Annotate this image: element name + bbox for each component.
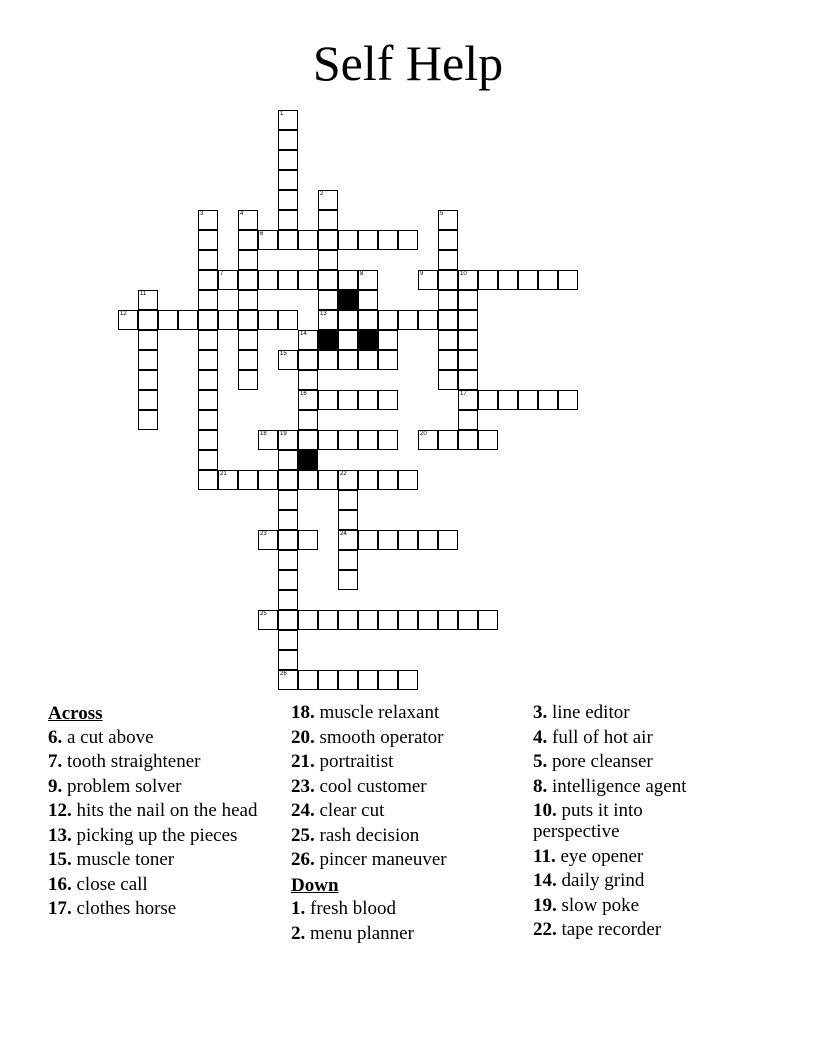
grid-cell[interactable] [318,210,338,230]
grid-cell[interactable] [398,610,418,630]
clue-item [48,727,278,748]
clue-number-label: 12. [48,800,72,821]
clue-number: 4 [240,211,244,217]
clue-number: 15 [280,351,287,357]
clue-number: 18 [260,431,267,437]
grid-cell[interactable] [278,270,298,290]
grid-cell[interactable] [138,370,158,390]
grid-cell[interactable] [338,530,358,550]
grid-cell[interactable] [258,530,278,550]
grid-cell[interactable] [518,270,538,290]
clue-item [48,800,278,821]
grid-cell[interactable] [458,430,478,450]
clue-number: 26 [280,671,287,677]
clue-number: 16 [300,391,307,397]
clue-number: 23 [260,531,267,537]
grid-cell[interactable] [198,470,218,490]
grid-cell[interactable] [398,670,418,690]
clue-item [48,751,278,772]
grid-cell[interactable] [558,270,578,290]
clue-item [291,727,521,748]
clue-text: picking up the pieces [71,824,238,846]
grid-cell[interactable] [538,270,558,290]
clue-item [533,919,733,940]
grid-cell[interactable] [358,310,378,330]
grid-cell[interactable] [238,250,258,270]
clue-item [48,776,278,797]
grid-cell[interactable] [318,290,338,310]
grid-cell[interactable] [238,330,258,350]
grid-cell[interactable] [418,430,438,450]
grid-cell[interactable] [418,310,438,330]
clue-item [291,825,521,846]
grid-cell[interactable] [278,150,298,170]
clue-number: 11 [140,291,147,297]
grid-cell[interactable] [278,510,298,530]
clue-text: hits the nail on the head [71,800,258,821]
clue-text: pore cleanser [547,751,653,772]
clue-number-label: 3. [533,702,548,723]
clue-item [533,870,733,891]
grid-cell[interactable] [338,570,358,590]
clue-text: tape recorder [556,919,662,940]
clue-text: problem solver [62,775,182,797]
clue-item [533,800,733,842]
grid-cell[interactable] [338,470,358,490]
grid-cell[interactable] [278,190,298,210]
clue-number: 20 [420,431,427,437]
grid-cell[interactable] [258,430,278,450]
clue-item [291,800,521,821]
grid-cell[interactable] [498,270,518,290]
grid-cell[interactable] [478,430,498,450]
grid-cell[interactable] [278,350,298,370]
grid-cell[interactable] [378,230,398,250]
clue-number: 6 [260,231,264,237]
grid-cell[interactable] [338,670,358,690]
grid-cell[interactable] [458,370,478,390]
grid-cell[interactable] [318,190,338,210]
grid-cell[interactable] [498,390,518,410]
across-clue-list-continued [291,702,521,870]
grid-cell[interactable] [258,230,278,250]
clue-number-label: 6. [48,726,63,748]
grid-cell[interactable] [158,310,178,330]
clue-item [533,727,733,748]
grid-cell[interactable] [478,390,498,410]
grid-cell[interactable] [458,270,478,290]
grid-cell[interactable] [238,270,258,290]
grid-cell[interactable] [338,610,358,630]
grid-cell[interactable] [198,310,218,330]
clue-number-label: 9. [48,775,63,797]
clue-text: fresh blood [305,898,397,919]
clue-number: 13 [320,311,327,317]
across-clue-list [48,727,278,920]
grid-cell[interactable] [358,270,378,290]
grid-cell[interactable] [418,610,438,630]
across-heading: Across [48,703,103,724]
grid-cell[interactable] [238,210,258,230]
grid-cell[interactable] [318,610,338,630]
grid-cell[interactable] [298,390,318,410]
clue-item [533,702,733,723]
grid-cell[interactable] [298,670,318,690]
clue-number-label: 4. [533,726,548,748]
grid-cell[interactable] [358,290,378,310]
black-square [338,290,358,310]
grid-cell[interactable] [238,370,258,390]
grid-cell[interactable] [438,310,458,330]
grid-cell[interactable] [278,490,298,510]
grid-cell[interactable] [198,230,218,250]
grid-cell[interactable] [338,390,358,410]
grid-cell[interactable] [358,670,378,690]
down-clue-list [291,898,521,944]
grid-cell[interactable] [338,270,358,290]
clue-number: 1 [280,111,284,117]
grid-cell[interactable] [378,530,398,550]
grid-cell[interactable] [538,390,558,410]
clue-number: 9 [420,271,424,277]
grid-cell[interactable] [278,590,298,610]
grid-cell[interactable] [278,530,298,550]
clue-text: rash decision [314,824,420,846]
grid-cell[interactable] [198,390,218,410]
clue-text: daily grind [556,870,645,891]
clue-text: clear cut [314,800,385,821]
grid-cell[interactable] [298,610,318,630]
clue-text: puts it into perspective [533,800,643,842]
grid-cell[interactable] [518,390,538,410]
clue-text: close call [71,873,148,895]
grid-cell[interactable] [198,330,218,350]
black-square [318,330,338,350]
grid-cell[interactable] [438,610,458,630]
grid-cell[interactable] [458,390,478,410]
grid-cell[interactable] [458,310,478,330]
grid-cell[interactable] [278,470,298,490]
grid-cell[interactable] [278,210,298,230]
grid-cell[interactable] [298,270,318,290]
clue-text: clothes horse [71,898,177,919]
clue-text: slow poke [556,894,640,916]
clue-number-label: 17. [48,898,72,919]
grid-cell[interactable] [198,410,218,430]
grid-cell[interactable] [318,310,338,330]
grid-cell[interactable] [358,530,378,550]
clue-number-label: 16. [48,873,72,895]
grid-cell[interactable] [438,290,458,310]
grid-cell[interactable] [458,350,478,370]
grid-cell[interactable] [298,470,318,490]
grid-cell[interactable] [418,530,438,550]
clue-number: 8 [360,271,364,277]
clue-number-label: 23. [291,775,315,797]
grid-cell[interactable] [318,390,338,410]
grid-cell[interactable] [478,270,498,290]
clue-column-2 [291,702,521,947]
grid-cell[interactable] [198,270,218,290]
clue-item [48,874,278,895]
grid-cell[interactable] [178,310,198,330]
grid-cell[interactable] [298,350,318,370]
down-clue-list-continued [533,702,733,940]
grid-cell[interactable] [378,430,398,450]
grid-cell[interactable] [378,470,398,490]
grid-cell[interactable] [438,230,458,250]
grid-cell[interactable] [358,390,378,410]
grid-cell[interactable] [438,250,458,270]
clue-item [291,751,521,772]
clue-number: 14 [300,331,307,337]
clue-item [291,776,521,797]
grid-cell[interactable] [338,350,358,370]
clue-item [533,846,733,867]
grid-cell[interactable] [298,370,318,390]
grid-cell[interactable] [278,570,298,590]
grid-cell[interactable] [318,670,338,690]
grid-cell[interactable] [238,310,258,330]
clue-number: 21 [220,471,227,477]
grid-cell[interactable] [338,490,358,510]
grid-cell[interactable] [278,450,298,470]
clue-number-label: 13. [48,824,72,846]
grid-cell[interactable] [238,350,258,370]
grid-cell[interactable] [438,210,458,230]
grid-cell[interactable] [338,550,358,570]
clue-number: 2 [320,191,324,197]
clue-number-label: 25. [291,824,315,846]
clue-item [533,895,733,916]
grid-cell[interactable] [438,370,458,390]
clue-number-label: 7. [48,751,63,772]
grid-cell[interactable] [138,330,158,350]
grid-cell[interactable] [278,630,298,650]
grid-cell[interactable] [278,670,298,690]
grid-cell[interactable] [318,270,338,290]
grid-cell[interactable] [458,410,478,430]
grid-cell[interactable] [278,310,298,330]
clue-item [291,923,521,944]
clue-number-label: 2. [291,922,306,944]
clue-number-label: 20. [291,726,315,748]
grid-cell[interactable] [458,610,478,630]
clue-number-label: 21. [291,751,315,772]
grid-cell[interactable] [358,230,378,250]
clue-text: eye opener [555,845,644,867]
black-square [298,450,318,470]
grid-cell[interactable] [438,330,458,350]
clue-text: line editor [547,702,630,723]
grid-cell[interactable] [218,270,238,290]
clue-text: muscle toner [71,849,175,870]
clue-text: smooth operator [314,726,444,748]
grid-cell[interactable] [278,230,298,250]
clue-item [48,849,278,870]
clue-number-label: 1. [291,898,306,919]
grid-cell[interactable] [378,330,398,350]
grid-cell[interactable] [258,470,278,490]
grid-cell[interactable] [318,470,338,490]
clue-number-label: 26. [291,849,315,870]
clue-number: 10 [460,271,467,277]
grid-cell[interactable] [358,430,378,450]
grid-cell[interactable] [298,230,318,250]
grid-cell[interactable] [378,350,398,370]
clue-item [533,776,733,797]
clue-number-label: 10. [533,800,557,821]
clue-number: 7 [220,271,224,277]
grid-cell[interactable] [318,230,338,250]
grid-cell[interactable] [278,110,298,130]
puzzle-title: Self Help [312,35,504,91]
grid-cell[interactable] [438,270,458,290]
grid-cell[interactable] [398,230,418,250]
clue-number: 24 [340,531,347,537]
grid-cell[interactable] [198,450,218,470]
grid-cell[interactable] [338,430,358,450]
clue-text: full of hot air [547,726,653,748]
grid-cell[interactable] [258,270,278,290]
grid-cell[interactable] [218,310,238,330]
grid-cell[interactable] [378,310,398,330]
clue-text: a cut above [62,726,154,748]
grid-cell[interactable] [378,610,398,630]
grid-cell[interactable] [258,310,278,330]
grid-cell[interactable] [558,390,578,410]
grid-cell[interactable] [318,250,338,270]
clue-number-label: 11. [533,845,556,867]
grid-cell[interactable] [358,470,378,490]
grid-cell[interactable] [458,290,478,310]
grid-cell[interactable] [138,310,158,330]
grid-cell[interactable] [258,610,278,630]
grid-cell[interactable] [218,470,238,490]
grid-cell[interactable] [138,290,158,310]
grid-cell[interactable] [458,330,478,350]
clue-column-1 [48,702,278,923]
grid-cell[interactable] [378,670,398,690]
clue-number: 3 [200,211,204,217]
clue-number: 5 [440,211,444,217]
grid-cell[interactable] [438,530,458,550]
clue-number-label: 22. [533,919,557,940]
clue-number: 17 [460,391,467,397]
grid-cell[interactable] [478,610,498,630]
clue-number-label: 8. [533,775,548,797]
clue-text: cool customer [314,775,427,797]
grid-cell[interactable] [138,390,158,410]
clue-number: 25 [260,611,267,617]
grid-cell[interactable] [298,410,318,430]
clue-column-3 [533,702,733,944]
clue-number-label: 14. [533,870,557,891]
clue-number-label: 15. [48,849,72,870]
grid-cell[interactable] [238,290,258,310]
clue-text: tooth straightener [62,751,201,772]
grid-cell[interactable] [438,430,458,450]
clue-item [48,898,278,919]
grid-cell[interactable] [238,230,258,250]
clue-item [291,849,521,870]
black-square [358,330,378,350]
grid-cell[interactable] [198,250,218,270]
clue-item [291,898,521,919]
grid-cell[interactable] [118,310,138,330]
grid-cell[interactable] [198,210,218,230]
grid-cell[interactable] [398,310,418,330]
clue-number-label: 18. [291,702,315,723]
grid-cell[interactable] [318,430,338,450]
grid-cell[interactable] [398,530,418,550]
grid-cell[interactable] [278,430,298,450]
down-heading: Down [291,874,339,896]
clue-number: 22 [340,471,347,477]
grid-cell[interactable] [278,170,298,190]
grid-cell[interactable] [298,330,318,350]
clue-number: 12 [120,311,127,317]
grid-cell[interactable] [278,550,298,570]
clue-number-label: 24. [291,800,315,821]
grid-cell[interactable] [358,350,378,370]
grid-cell[interactable] [278,650,298,670]
grid-cell[interactable] [338,510,358,530]
grid-cell[interactable] [398,470,418,490]
grid-cell[interactable] [298,430,318,450]
clue-item [48,825,278,846]
clue-number-label: 19. [533,894,557,916]
grid-cell[interactable] [338,330,358,350]
grid-cell[interactable] [198,290,218,310]
grid-cell[interactable] [138,350,158,370]
grid-cell[interactable] [198,350,218,370]
grid-cell[interactable] [358,610,378,630]
clue-text: muscle relaxant [314,702,440,723]
clue-number-label: 5. [533,751,548,772]
grid-cell[interactable] [278,130,298,150]
clue-item [533,751,733,772]
clue-text: intelligence agent [547,775,687,797]
grid-cell[interactable] [318,350,338,370]
clue-text: menu planner [305,922,414,944]
grid-cell[interactable] [298,530,318,550]
clue-item [291,702,521,723]
grid-cell[interactable] [238,470,258,490]
grid-cell[interactable] [278,610,298,630]
grid-cell[interactable] [138,410,158,430]
grid-cell[interactable] [418,270,438,290]
grid-cell[interactable] [198,370,218,390]
grid-cell[interactable] [378,390,398,410]
clue-text: pincer maneuver [314,849,447,870]
clue-number: 19 [280,431,287,437]
grid-cell[interactable] [338,230,358,250]
clue-text: portraitist [314,751,394,772]
grid-cell[interactable] [338,310,358,330]
grid-cell[interactable] [438,350,458,370]
grid-cell[interactable] [198,430,218,450]
